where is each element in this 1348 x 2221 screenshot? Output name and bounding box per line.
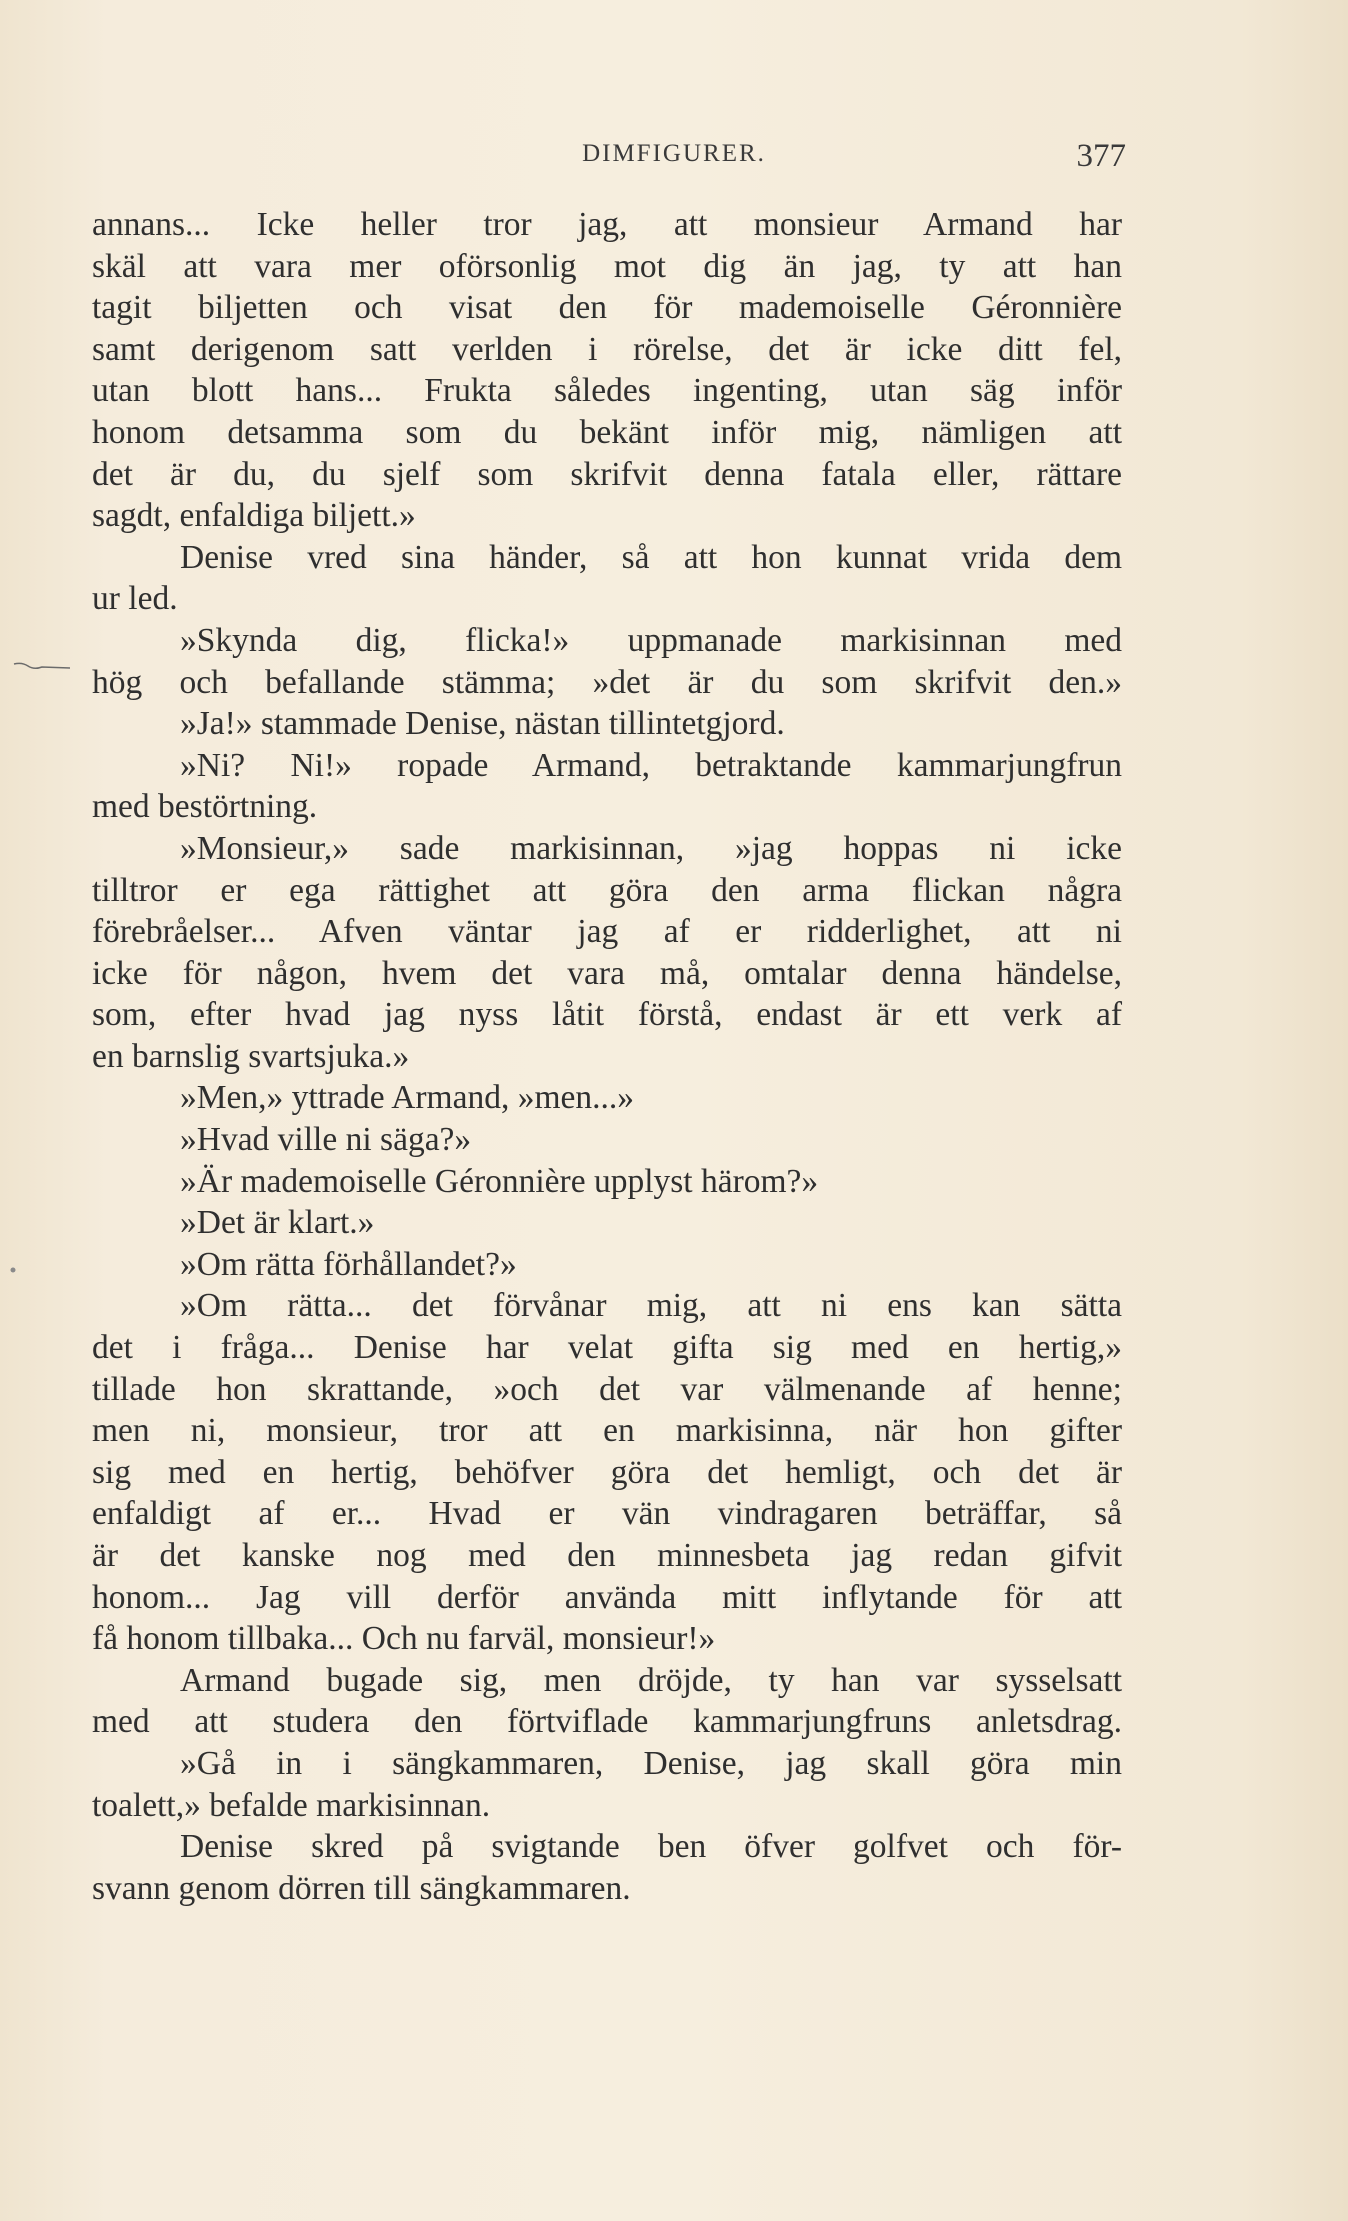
text-line: »Men,» yttrade Armand, »men...» — [180, 1079, 635, 1117]
text-line: förebråelser... Afven väntar jag af er ridderlighet, att ni — [92, 913, 1122, 951]
margin-ink-mark-icon — [12, 660, 72, 670]
text-line: det är du, du sjelf som skrifvit denna fatala eller, rättare — [92, 455, 1122, 493]
text-line: icke för någon, hvem det vara må, omtalar denna händelse, — [92, 954, 1122, 992]
text-line: Armand bugade sig, men dröjde, ty han var sysselsatt — [180, 1661, 1122, 1699]
page-header — [0, 138, 1348, 178]
text-line: hög och befallande stämma; »det är du som skrifvit den.» — [92, 663, 1122, 701]
text-line: sagdt, enfaldiga biljett.» — [92, 497, 416, 535]
text-line: få honom tillbaka... Och nu farväl, monsieur!» — [92, 1620, 716, 1658]
text-line: sig med en hertig, behöfver göra det hemligt, och det är — [92, 1453, 1122, 1491]
text-line: »Hvad ville ni säga?» — [180, 1121, 472, 1159]
text-line: honom detsamma som du bekänt inför mig, nämligen att — [92, 413, 1122, 451]
text-line: tilltror er ega rättighet att göra den arma flickan några — [92, 871, 1122, 909]
text-line: skäl att vara mer oförsonlig mot dig än jag, ty att han — [92, 247, 1122, 285]
text-line: »Ni? Ni!» ropade Armand, betraktande kammarjungfrun — [180, 746, 1122, 784]
text-line: »Om rätta förhållandet?» — [180, 1245, 517, 1283]
text-line: med bestörtning. — [92, 788, 318, 826]
text-line: men ni, monsieur, tror att en markisinna, när hon gifter — [92, 1412, 1122, 1450]
text-line: med att studera den förtviflade kammarjungfruns anletsdrag. — [92, 1703, 1122, 1741]
text-line: tillade hon skrattande, »och det var välmenande af henne; — [92, 1370, 1122, 1408]
text-line: är det kanske nog med den minnesbeta jag redan gifvit — [92, 1537, 1122, 1574]
text-line: Denise skred på svigtande ben öfver golfvet och för- — [180, 1828, 1122, 1866]
text-line: »Om rätta... det förvånar mig, att ni ens kan sätta — [180, 1287, 1122, 1325]
text-line: honom... Jag vill derför använda mitt inflytande för att — [92, 1578, 1122, 1616]
body-text — [92, 204, 1122, 1909]
text-line: det i fråga... Denise har velat gifta sig med en hertig,» — [92, 1329, 1122, 1367]
text-line: samt derigenom satt verlden i rörelse, det är icke ditt fel, — [92, 330, 1122, 368]
text-line: svann genom dörren till sängkammaren. — [92, 1869, 631, 1907]
text-line: »Är mademoiselle Géronnière upplyst härom?» — [180, 1162, 819, 1200]
page-number: 377 — [1076, 138, 1126, 174]
text-line: tagit biljetten och visat den för mademoiselle Géronnière — [92, 289, 1122, 327]
text-line: som, efter hvad jag nyss låtit förstå, endast är ett verk af — [92, 996, 1122, 1034]
text-line: »Gå in i sängkammaren, Denise, jag skall göra min — [180, 1744, 1122, 1782]
text-line: en barnslig svartsjuka.» — [92, 1037, 410, 1075]
text-line: »Skynda dig, flicka!» uppmanade markisinnan med — [180, 621, 1122, 659]
text-line: Denise vred sina händer, så att hon kunnat vrida dem — [180, 538, 1122, 576]
text-line: annans... Icke heller tror jag, att monsieur Armand har — [92, 206, 1122, 243]
text-line: ur led. — [92, 580, 178, 618]
text-line: enfaldigt af er... Hvad er vän vindragaren beträffar, så — [92, 1495, 1122, 1533]
text-line: utan blott hans... Frukta således ingenting, utan säg inför — [92, 372, 1122, 410]
text-line: »Ja!» stammade Denise, nästan tillintetgjord. — [180, 705, 785, 743]
text-line: toalett,» befalde markisinnan. — [92, 1786, 491, 1824]
margin-dot-icon — [8, 1265, 18, 1275]
running-head: DIMFIGURER. — [582, 140, 766, 167]
text-line: »Monsieur,» sade markisinnan, »jag hoppas ni icke — [180, 829, 1122, 867]
text-line: »Det är klart.» — [180, 1204, 375, 1242]
